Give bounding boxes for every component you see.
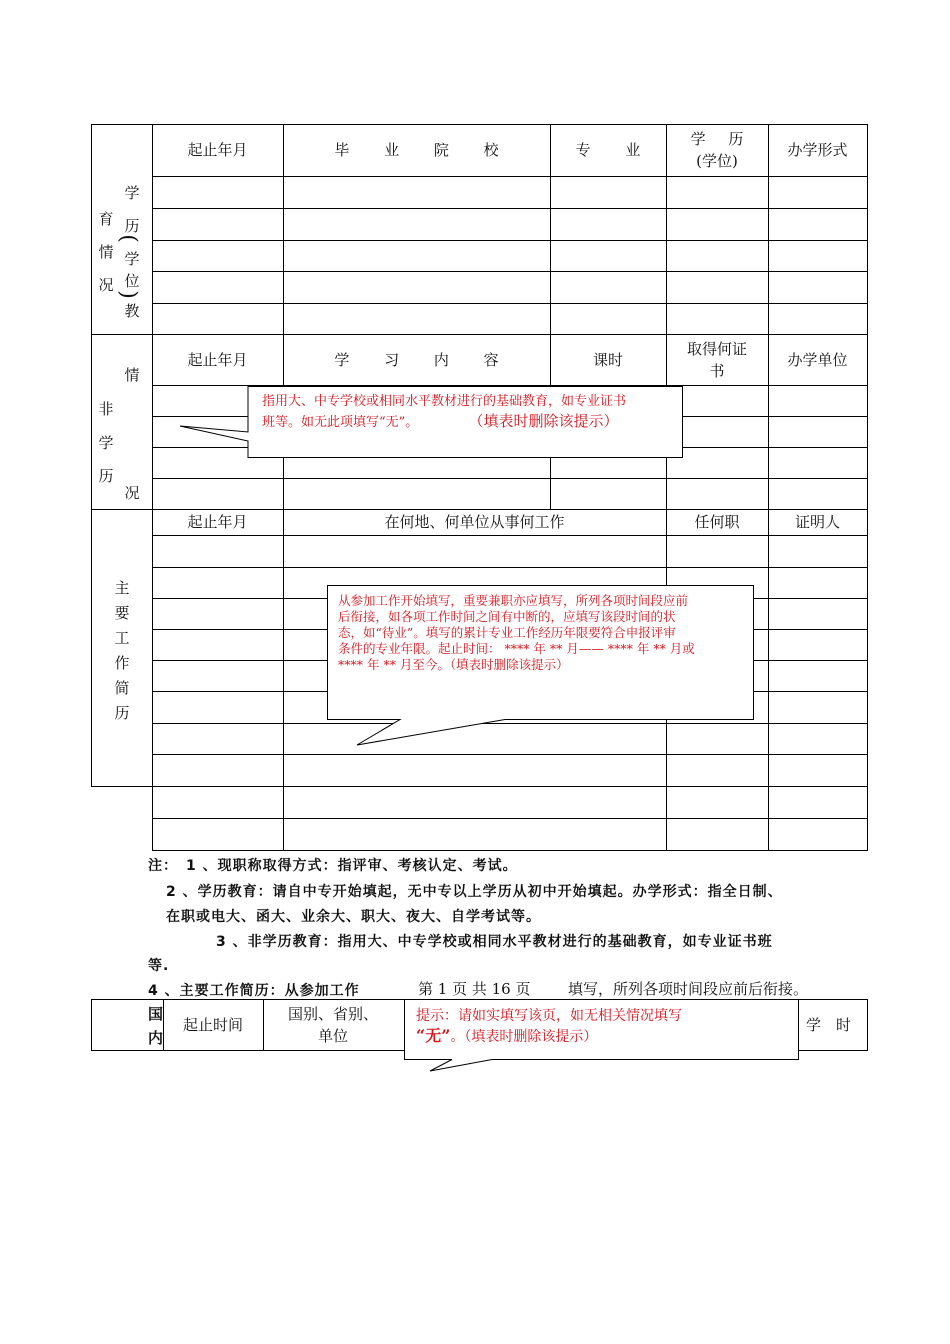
callout-line: 从参加工作开始填写，重要兼职亦应填写，所列各项时间段应前 [338, 593, 689, 608]
header-where: 在何地、何单位从事何工作 [384, 513, 565, 531]
callout-line: 态，如“待业”。填写的累计专业工作经历年限要符合申报评审 [338, 625, 676, 640]
note-line-6-start: 4 、主要工作简历：从参加工作 [148, 983, 360, 999]
note-line-1: 注： 1 、现职称取得方式：指评审、考核认定、考试。 [148, 858, 518, 874]
side-char: 位 [124, 272, 140, 290]
side-char: ( [115, 234, 141, 243]
callout-line: 条件的专业年限。起止时间： **** 年 ** 月—— **** 年 ** 月或 [338, 641, 695, 656]
callout-line [416, 1026, 796, 1047]
non-degree-callout [262, 394, 672, 431]
header-position: 任何职 [694, 513, 740, 531]
bottom-side-label-2: 内 [148, 1029, 164, 1047]
callout-line: 后衔接，如各项工作时间之间有中断的，应填写该段时间的状 [338, 609, 676, 624]
side-char: 情 [98, 243, 114, 261]
side-char: 历 [124, 217, 140, 235]
header-unit: 办学单位 [787, 350, 848, 369]
side-char: 况 [98, 276, 114, 294]
work-callout [338, 593, 748, 673]
side-char: 情 [124, 366, 140, 384]
callout-line: 提示：请如实填写该页，如无相关情况填写 [416, 1008, 682, 1024]
header-certificate-line1: 取得何证 [686, 339, 747, 358]
table-border-right [867, 124, 868, 851]
side-char: 简 [114, 679, 130, 697]
side-char: 要 [114, 604, 130, 622]
side-char: 学 [124, 184, 140, 202]
header-period: 起止年月 [187, 513, 248, 531]
header-period: 起止年月 [187, 350, 248, 369]
callout-bold: “无” [416, 1026, 451, 1045]
side-char: 教 [124, 302, 140, 320]
table-border-bottom-left [91, 786, 152, 787]
side-char: 育 [98, 210, 114, 228]
callout-line: **** 年 ** 月至今。（填表时删除该提示） [338, 657, 569, 672]
side-char: 学 [98, 434, 114, 452]
bottom-header-location-line1: 国别、省别、 [287, 1005, 378, 1023]
side-char: 学 [124, 250, 140, 268]
callout-line: 指用大、中专学校或相同水平教材进行的基础教育，如专业证书 [262, 394, 627, 409]
header-content: 学 习 内 容 [334, 350, 499, 369]
bottom-side-label-1: 国 [148, 1005, 164, 1023]
bottom-header-location-line2: 单位 [317, 1027, 348, 1045]
side-char: 况 [124, 484, 140, 502]
callout-line-text: 班等。如无此项填写“无”。 [262, 415, 419, 430]
bottom-header-hours: 学 时 [805, 1016, 851, 1034]
bottom-callout [416, 1006, 796, 1047]
header-hours: 课时 [592, 350, 623, 369]
header-degree [666, 124, 768, 176]
side-char: 作 [114, 654, 130, 672]
side-char: 历 [98, 467, 114, 485]
header-form: 办学形式 [787, 141, 848, 159]
bottom-header-location [263, 999, 403, 1051]
side-char: ) [115, 290, 141, 299]
header-degree-line2: (学位) [696, 152, 738, 170]
side-char: 非 [98, 400, 114, 418]
side-char: 工 [114, 629, 130, 647]
callout-rest: 。（填表时删除该提示） [450, 1029, 598, 1045]
table-border-left [91, 124, 92, 787]
table-border-bottom [152, 850, 868, 851]
header-certificate-line2: 书 [709, 361, 725, 380]
header-period: 起止年月 [187, 141, 248, 159]
bottom-header-period: 起止时间 [182, 1016, 243, 1034]
side-char: 历 [114, 704, 130, 722]
note-line-2: 2 、学历教育：请自中专开始填起，无中专以上学历从初中开始填起。办学形式：指全日制、 [166, 884, 783, 900]
note-line-4: 3 、非学历教育：指用大、中专学校或相同水平教材进行的基础教育，如专业证书班 [216, 934, 773, 950]
header-certificate [666, 334, 768, 385]
header-witness: 证明人 [794, 513, 840, 531]
note-line-3: 在职或电大、函大、业余大、职大、夜大、自学考试等。 [166, 909, 541, 925]
side-char: 主 [114, 579, 130, 597]
callout-line [262, 413, 672, 431]
header-major: 专 业 [575, 141, 641, 159]
header-school: 毕 业 院 校 [334, 141, 499, 159]
note-line-5: 等. [148, 958, 170, 974]
callout-hint: （填表时删除该提示） [468, 412, 619, 430]
header-degree-line1: 学 历 [690, 130, 744, 148]
page-number: 第 1 页 共 16 页 [418, 980, 531, 998]
note-line-6-end: 填写，所列各项时间段应前后衔接。 [568, 980, 809, 998]
